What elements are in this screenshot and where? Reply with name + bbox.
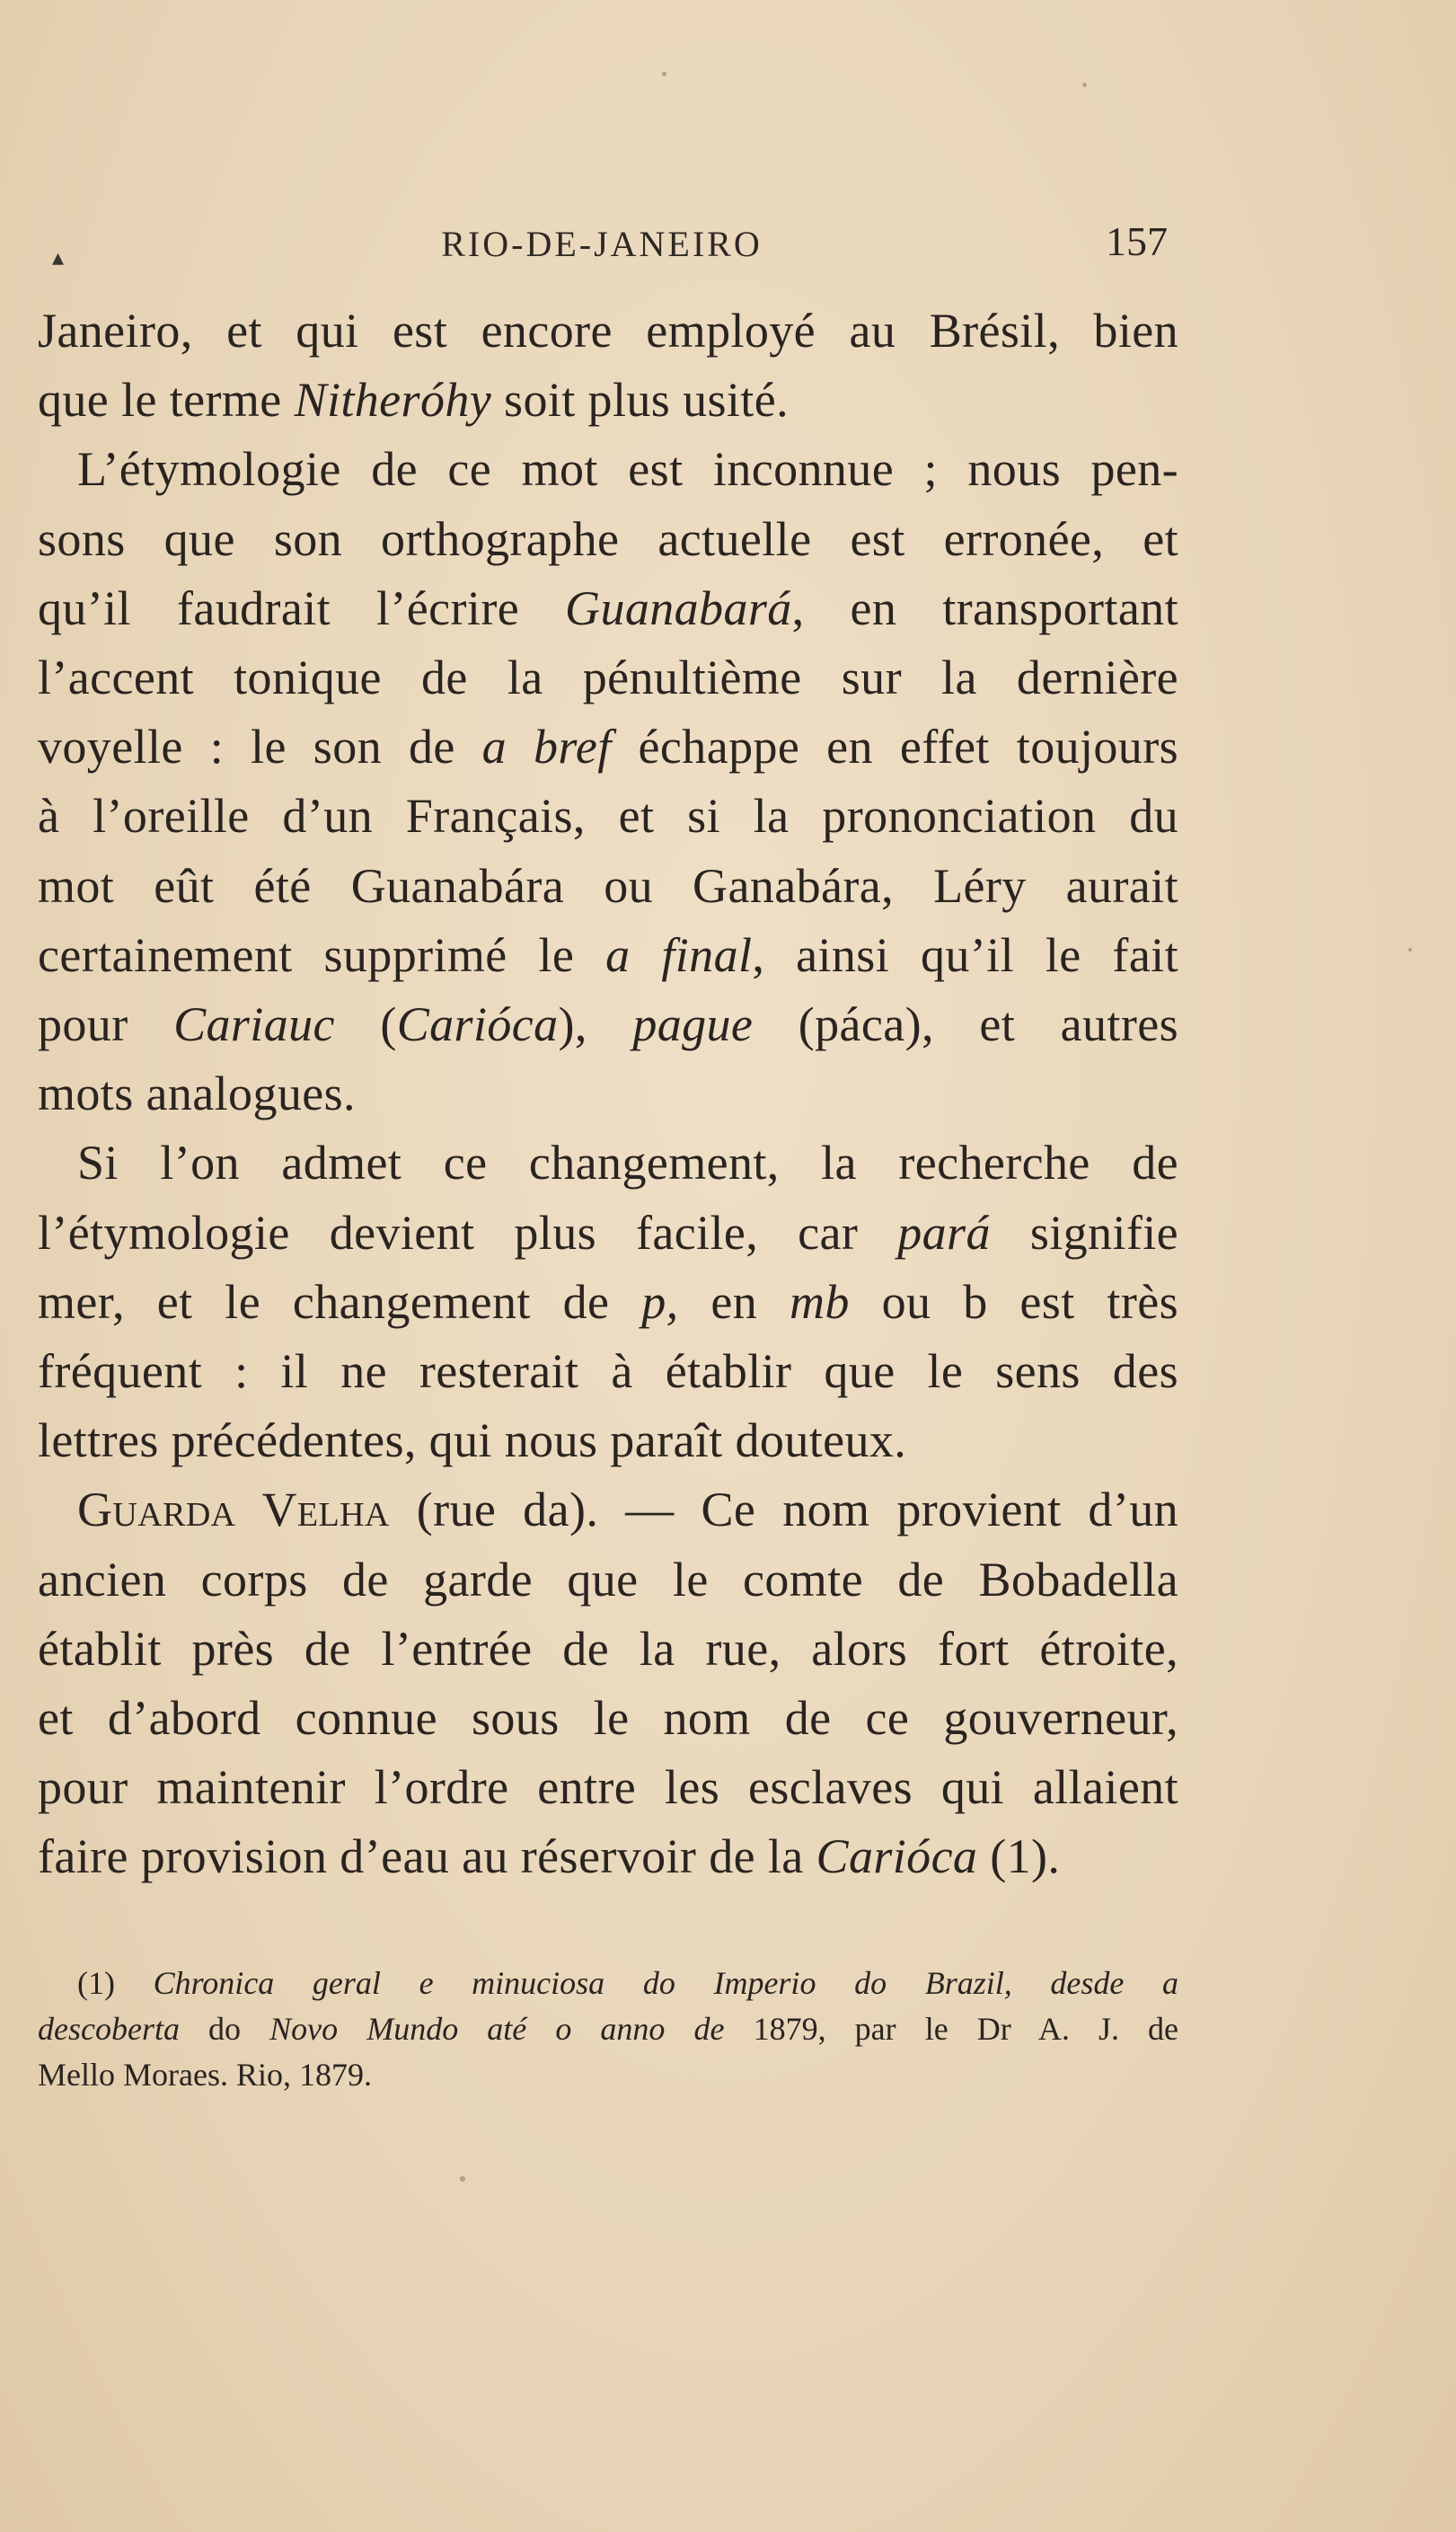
paper-speck <box>460 2176 465 2182</box>
text-line: voyelle : le son de a bref échappe en effet toujours <box>38 720 1178 775</box>
paragraph-1 <box>38 297 1178 435</box>
text-line: pour Cariauc (Carióca), pague (páca), et autres <box>38 997 1178 1052</box>
text-line: mots analogues. <box>38 1067 356 1121</box>
text-line: l’accent tonique de la pénultième sur la dernière <box>38 651 1178 705</box>
text-line: faire provision d’eau au réservoir de la Carióca (1). <box>38 1829 1061 1884</box>
text-line: mer, et le changement de p, en mb ou b est très <box>38 1274 1178 1329</box>
text-line: qu’il faudrait l’écrire Guanabará, en transportant <box>38 580 1178 635</box>
body-text <box>38 297 1178 1892</box>
text-line: établit près de l’entrée de la rue, alors fort étroite, <box>38 1621 1178 1676</box>
paper-speck <box>1082 83 1087 87</box>
footnote <box>38 1961 1178 2098</box>
text-line: certainement supprimé le a final, ainsi qu’il le fait <box>38 927 1178 982</box>
text-line: l’étymologie devient plus facile, car pará signifie <box>38 1205 1178 1260</box>
footnote-line: (1) Chronica geral e minuciosa do Imperio do Brazil, desde a <box>77 1965 1178 2001</box>
text-line: mot eût été Guanabára ou Ganabára, Léry aurait <box>38 858 1178 913</box>
paragraph-2 <box>38 435 1178 1129</box>
text-line: sons que son orthographe actuelle est erronée, et <box>38 511 1178 566</box>
paragraph-3 <box>38 1129 1178 1475</box>
text-line: et d’abord connue sous le nom de ce gouverneur, <box>38 1691 1178 1746</box>
text-line <box>38 1475 1178 1545</box>
running-header <box>36 214 1168 277</box>
paper-speck <box>662 72 666 76</box>
text-line: fréquent : il ne resterait à établir que le sens des <box>38 1344 1178 1399</box>
running-title: RIO-DE-JANEIRO <box>441 224 763 264</box>
text-line: ancien corps de garde que le comte de Bobadella <box>38 1552 1178 1607</box>
header-ornament: ▴ <box>52 244 65 270</box>
paragraph-4 <box>38 1475 1178 1891</box>
text-line: pour maintenir l’ordre entre les esclaves qui allaient <box>38 1760 1178 1815</box>
page-number: 157 <box>1106 218 1168 264</box>
text-line: Janeiro, et qui est encore employé au Brésil, bien <box>38 304 1178 358</box>
text-line: Si l’on admet ce changement, la recherche de <box>77 1136 1178 1191</box>
footnote-line: descoberta do Novo Mundo até o anno de 1879, par le Dr A. J. de <box>38 2011 1179 2047</box>
text-line: que le terme Nitheróhy soit plus usité. <box>38 373 789 428</box>
text-line: L’étymologie de ce mot est inconnue ; nous pen- <box>77 442 1178 497</box>
text-fragment: (rue da). — Ce nom provient d’un <box>389 1483 1178 1537</box>
entry-heading: Guarda Velha <box>77 1483 390 1537</box>
paper-speck <box>1408 948 1412 952</box>
text-line: lettres précédentes, qui nous paraît douteux. <box>38 1413 907 1468</box>
text-line: à l’oreille d’un Français, et si la prononciation du <box>38 789 1178 844</box>
footnote-line: Mello Moraes. Rio, 1879. <box>38 2057 372 2093</box>
